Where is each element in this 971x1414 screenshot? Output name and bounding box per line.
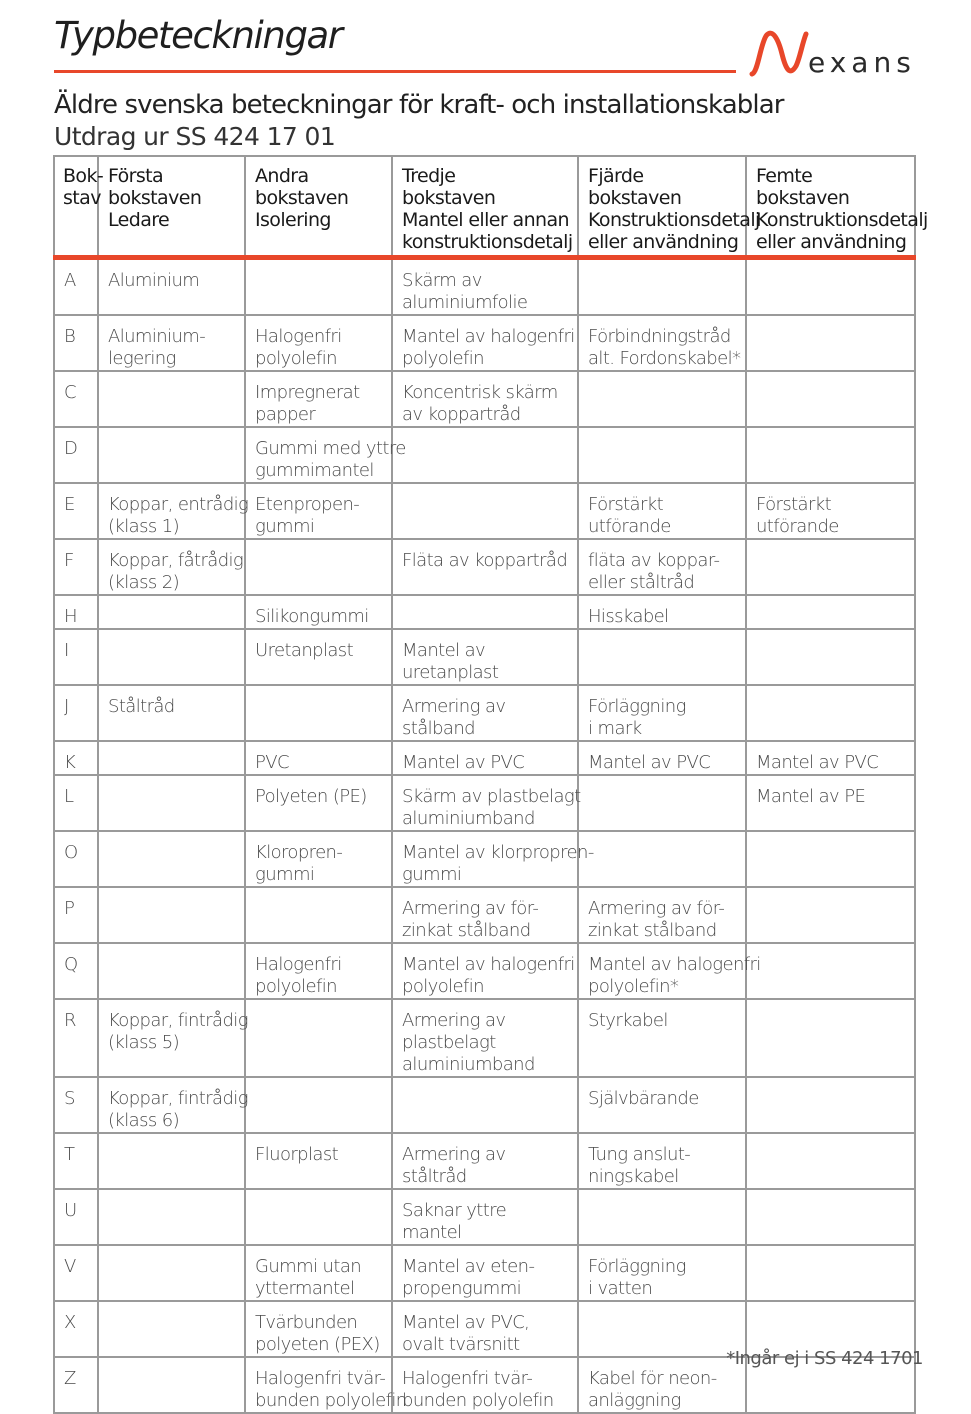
cell-text-line: zinkat stålband [402,919,531,941]
cell-fourth-letter [578,741,746,775]
cell-text-line: eller användning [756,231,907,253]
cell-fifth-letter [746,887,915,943]
cell-fourth-letter [578,595,746,629]
cell-third-letter [392,775,581,831]
cell-third-letter [392,1189,578,1245]
document-heading: Äldre svenska beteckningar för kraft- och installationskablar [54,90,784,120]
cell-text-line: Mantel av PVC [402,751,525,773]
cell-fourth-letter [578,775,746,831]
cell-first-letter [98,595,245,629]
cell-text-line: bunden polyolefin [255,1389,407,1411]
cell-letter [54,999,98,1077]
cell-text-line: Kabel för neon- [588,1367,717,1389]
cell-first-letter [98,371,245,427]
cell-second-letter [245,1357,407,1413]
cell-text-line: papper [255,403,316,425]
footnote: *Ingår ej i SS 424 1701 [726,1348,923,1369]
cell-letter [54,943,98,999]
cell-text-line: Armering av [402,1009,506,1031]
cell-letter [54,1245,98,1301]
cell-first-letter [98,483,249,539]
cell-first-letter [98,1077,248,1133]
table-row [54,595,915,629]
cell-fourth-letter [578,483,746,539]
cell-text-line: Koppar, fåtrådig [108,549,244,571]
cell-text-line: Koppar, entrådig [108,493,249,515]
cell-text-line: aluminiumband [402,1053,535,1075]
header-fourth-letter [578,156,760,257]
cell-text-line: Skärm av [402,269,482,291]
cell-letter [54,685,98,741]
cell-text-line: gummi [402,863,462,885]
table-row [54,775,915,831]
cell-text-line: i mark [588,717,642,739]
cell-text-line: Gummi utan [255,1255,362,1277]
cell-letter [54,887,98,943]
table-row [54,741,915,775]
cell-text-line: S [64,1087,75,1109]
cell-first-letter [98,1245,245,1301]
cell-second-letter [245,999,392,1077]
cell-second-letter [245,685,392,741]
cell-text-line: propengummi [402,1277,522,1299]
cell-text-line: R [64,1009,76,1031]
table-row [54,427,915,483]
cell-fourth-letter [578,831,746,887]
cell-fifth-letter [746,257,915,315]
header-second-letter [245,156,392,257]
cell-second-letter [245,315,392,371]
cell-text-line: Andra [255,165,309,187]
cell-text-line: bokstaven [108,187,202,209]
cell-text-line: Konstruktionsdetalj [756,209,928,231]
cell-text-line: Fläta av koppartråd [402,549,568,571]
cell-text-line: mantel [402,1221,462,1243]
cell-text-line: Armering av [402,1143,506,1165]
table-row [54,1077,915,1133]
cell-text-line: legering [108,347,176,369]
cell-text-line: stålband [402,717,475,739]
cell-letter [54,257,98,315]
cell-text-line: Mantel av eten- [402,1255,535,1277]
cell-letter [54,1077,98,1133]
cell-second-letter [245,1133,392,1189]
document-source: Utdrag ur SS 424 17 01 [54,122,336,151]
cell-fourth-letter [578,943,761,999]
cell-text-line: Mantel av PVC [588,751,711,773]
table-row [54,999,915,1077]
cell-fifth-letter [746,629,915,685]
cell-first-letter [98,685,245,741]
cell-text-line: Armering av för- [402,897,539,919]
cell-text-line: Tvärbunden [255,1311,358,1333]
cell-fifth-letter [746,999,915,1077]
table-row [54,685,915,741]
cell-third-letter [392,539,578,595]
cell-fourth-letter [578,999,746,1077]
cell-first-letter [98,539,245,595]
cell-text-line: alt. Fordonskabel* [588,347,741,369]
cell-text-line: Förstärkt [588,493,664,515]
cell-text-line: ovalt tvärsnitt [402,1333,520,1355]
cell-text-line: gummi [255,515,315,537]
table-header-row [54,156,915,257]
cell-letter [54,595,98,629]
cell-text-line: Q [64,953,78,975]
cell-third-letter [392,943,578,999]
cell-third-letter [392,595,578,629]
cell-fifth-letter [746,1133,915,1189]
cell-text-line: I [64,639,69,661]
cell-text-line: Mantel av PE [756,785,866,807]
cell-third-letter [392,629,578,685]
cell-text-line: uretanplast [402,661,499,683]
cell-text-line: Mantel av PVC [756,751,879,773]
cell-text-line: Mantel av [402,639,486,661]
cell-text-line: polyolefin [402,975,484,997]
cell-text-line: anläggning [588,1389,681,1411]
cell-text-line: aluminiumband [402,807,535,829]
cell-text-line: Koppar, fintrådig [108,1009,248,1031]
logo-wordmark: exans [808,46,916,79]
cell-text-line: aluminiumfolie [402,291,528,313]
cell-text-line: Koppar, fintrådig [108,1087,248,1109]
cell-third-letter [392,741,578,775]
cell-fifth-letter [746,371,915,427]
cell-text-line: Självbärande [588,1087,699,1109]
cell-first-letter [98,1133,245,1189]
cell-fourth-letter [578,1189,746,1245]
cell-text-line: D [64,437,78,459]
cell-fifth-letter [746,685,915,741]
cell-second-letter [245,741,392,775]
cell-second-letter [245,595,392,629]
cell-text-line: Ståltråd [108,695,175,717]
cell-text-line: stav [63,187,101,209]
cell-text-line: H [64,605,77,627]
cell-text-line: Mantel eller annan [402,209,569,231]
cell-text-line: utförande [588,515,671,537]
cell-first-letter [98,741,245,775]
cell-letter [54,629,98,685]
cell-third-letter [392,427,578,483]
cell-fourth-letter [578,1245,746,1301]
table-row [54,629,915,685]
cell-text-line: F [64,549,74,571]
table-row [54,1245,915,1301]
cell-text-line: Ledare [108,209,170,231]
table-row [54,539,915,595]
cell-letter [54,315,98,371]
cell-third-letter [392,1133,578,1189]
cell-text-line: polyeten (PEX) [255,1333,380,1355]
cell-text-line: Gummi med yttre [255,437,406,459]
cell-third-letter [392,831,594,887]
cell-text-line: Armering av för- [588,897,725,919]
cell-text-line: U [64,1199,77,1221]
cell-fourth-letter [578,629,746,685]
cell-text-line: C [64,381,76,403]
table-row [54,483,915,539]
cell-fourth-letter [578,371,746,427]
cell-text-line: Förläggning [588,695,686,717]
cell-letter [54,427,98,483]
cell-fifth-letter [746,775,915,831]
cell-text-line: J [64,695,69,717]
cell-text-line: Bok- [63,165,104,187]
cell-fifth-letter [746,1245,915,1301]
cell-fifth-letter [746,315,915,371]
cell-text-line: Konstruktionsdetalj [588,209,760,231]
cell-fourth-letter [578,315,746,371]
cell-text-line: Fjärde [588,165,644,187]
cell-second-letter [245,831,392,887]
cell-fifth-letter [746,741,915,775]
cell-text-line: Aluminium [108,269,200,291]
cell-third-letter [392,999,578,1077]
cell-third-letter [392,371,578,427]
cell-fourth-letter [578,1357,746,1413]
table-body [54,257,915,1413]
cell-text-line: Fluorplast [255,1143,339,1165]
cell-second-letter [245,775,392,831]
cell-third-letter [392,1301,578,1357]
header-first-letter [98,156,245,257]
cell-fifth-letter [746,483,915,539]
cell-letter [54,775,98,831]
cell-fifth-letter [746,943,915,999]
cell-second-letter [245,1077,392,1133]
cell-first-letter [98,427,245,483]
cell-third-letter [392,685,578,741]
cell-text-line: polyolefin* [588,975,679,997]
cell-text-line: Aluminium- [108,325,206,347]
cell-text-line: (klass 1) [108,515,180,537]
cell-text-line: bokstaven [255,187,349,209]
cell-text-line: Halogenfri [255,953,342,975]
cell-second-letter [245,887,392,943]
cell-text-line: Polyeten (PE) [255,785,367,807]
cell-text-line: Halogenfri [255,325,342,347]
cell-text-line: Styrkabel [588,1009,668,1031]
cell-text-line: Mantel av PVC, [402,1311,530,1333]
cell-text-line: gummi [255,863,315,885]
cell-text-line: bokstaven [756,187,850,209]
cell-text-line: Femte [756,165,813,187]
header-fifth-letter [746,156,928,257]
cell-first-letter [98,831,245,887]
cell-third-letter [392,1245,578,1301]
cell-fourth-letter [578,1077,746,1133]
cell-text-line: bunden polyolefin [402,1389,554,1411]
cell-fourth-letter [578,685,746,741]
cell-text-line: yttermantel [255,1277,355,1299]
cell-first-letter [98,887,245,943]
cell-text-line: gummimantel [255,459,374,481]
cell-letter [54,371,98,427]
cell-text-line: L [64,785,74,807]
cell-text-line: O [64,841,78,863]
cell-fourth-letter [578,257,746,315]
cell-fourth-letter [578,427,746,483]
cell-first-letter [98,1189,245,1245]
cell-text-line: utförande [756,515,839,537]
cell-text-line: polyolefin [402,347,484,369]
cell-fourth-letter [578,1301,746,1357]
cell-text-line: Skärm av plastbelagt [402,785,581,807]
cell-first-letter [98,1357,245,1413]
cell-text-line: eller användning [588,231,739,253]
cell-text-line: (klass 2) [108,571,180,593]
cell-text-line: Förstärkt [756,493,832,515]
cell-text-line: Silikongummi [255,605,369,627]
cell-letter [54,741,98,775]
cell-letter [54,1357,98,1413]
table-row [54,257,915,315]
cell-text-line: Mantel av halogenfri [588,953,761,975]
cell-text-line: Z [64,1367,76,1389]
cell-letter [54,831,98,887]
cell-second-letter [245,943,392,999]
cell-second-letter [245,371,392,427]
cell-fifth-letter [746,1189,915,1245]
cell-fourth-letter [578,1133,746,1189]
header-third-letter [392,156,578,257]
cell-text-line: B [64,325,76,347]
cell-text-line: Halogenfri tvär- [255,1367,386,1389]
cell-text-line: zinkat stålband [588,919,717,941]
cell-text-line: (klass 6) [108,1109,180,1131]
cell-text-line: Koncentrisk skärm [402,381,558,403]
cell-text-line: Mantel av halogenfri [402,325,575,347]
cell-second-letter [245,483,392,539]
cell-text-line: eller ståltråd [588,571,695,593]
cell-text-line: bokstaven [588,187,682,209]
cell-text-line: Mantel av halogenfri [402,953,575,975]
table-row [54,315,915,371]
cell-text-line: polyolefin [255,975,337,997]
table-row [54,887,915,943]
cell-fifth-letter [746,1077,915,1133]
table-row [54,1189,915,1245]
designation-table [53,155,928,1414]
cell-third-letter [392,315,578,371]
cell-text-line: Mantel av klorpropren- [402,841,594,863]
cell-fifth-letter [746,427,915,483]
cell-text-line: P [64,897,75,919]
cell-text-line: Tredje [402,165,456,187]
cell-text-line: T [64,1143,75,1165]
cell-text-line: Första [108,165,164,187]
table-row [54,371,915,427]
cell-fifth-letter [746,595,915,629]
cell-text-line: Isolering [255,209,331,231]
cell-text-line: bokstaven [402,187,496,209]
cell-letter [54,483,98,539]
cell-text-line: A [64,269,76,291]
cell-third-letter [392,887,578,943]
cell-text-line: fläta av koppar- [588,549,720,571]
cell-text-line: V [64,1255,76,1277]
cell-text-line: av koppartråd [402,403,521,425]
cell-first-letter [98,315,245,371]
cell-text-line: Kloropren- [255,841,343,863]
cell-first-letter [98,775,245,831]
cell-text-line: ståltråd [402,1165,467,1187]
page-title: Typbeteckningar [54,14,342,57]
cell-text-line: Tung anslut- [588,1143,691,1165]
cell-text-line: plastbelagt [402,1031,496,1053]
cell-text-line: Saknar yttre [402,1199,507,1221]
cell-letter [54,539,98,595]
table-row [54,943,915,999]
cell-first-letter [98,943,245,999]
cell-letter [54,1301,98,1357]
cell-first-letter [98,999,248,1077]
cell-text-line: polyolefin [255,347,337,369]
cell-third-letter [392,1357,578,1413]
cell-second-letter [245,1301,392,1357]
cell-first-letter [98,257,245,315]
cell-first-letter [98,1301,245,1357]
cell-text-line: Hisskabel [588,605,669,627]
cell-second-letter [245,257,392,315]
cell-fourth-letter [578,539,746,595]
cell-fifth-letter [746,539,915,595]
cell-text-line: (klass 5) [108,1031,180,1053]
title-underline [54,70,736,73]
cell-letter [54,1133,98,1189]
cell-text-line: Förbindningstråd [588,325,731,347]
header-letter [54,156,104,257]
cell-text-line: Halogenfri tvär- [402,1367,533,1389]
cell-second-letter [245,629,392,685]
cell-text-line: Impregnerat [255,381,360,403]
cell-letter [54,1189,98,1245]
cell-fourth-letter [578,887,746,943]
cell-text-line: X [64,1311,76,1333]
cell-text-line: K [64,751,76,773]
table-row [54,1133,915,1189]
cell-second-letter [245,1245,392,1301]
cell-fifth-letter [746,831,915,887]
table-row [54,831,915,887]
cell-first-letter [98,629,245,685]
cell-text-line: Etenpropen- [255,493,360,515]
cell-text-line: konstruktionsdetalj [402,231,573,253]
cell-text-line: ningskabel [588,1165,679,1187]
cell-text-line: E [64,493,75,515]
cell-text-line: i vatten [588,1277,653,1299]
cell-text-line: Armering av [402,695,506,717]
cell-text-line: Uretanplast [255,639,354,661]
cell-second-letter [245,539,392,595]
cell-third-letter [392,1077,578,1133]
cell-third-letter [392,483,578,539]
cell-text-line: Förläggning [588,1255,686,1277]
cell-text-line: PVC [255,751,289,773]
cell-second-letter [245,1189,392,1245]
cell-third-letter [392,257,578,315]
cell-second-letter [245,427,406,483]
